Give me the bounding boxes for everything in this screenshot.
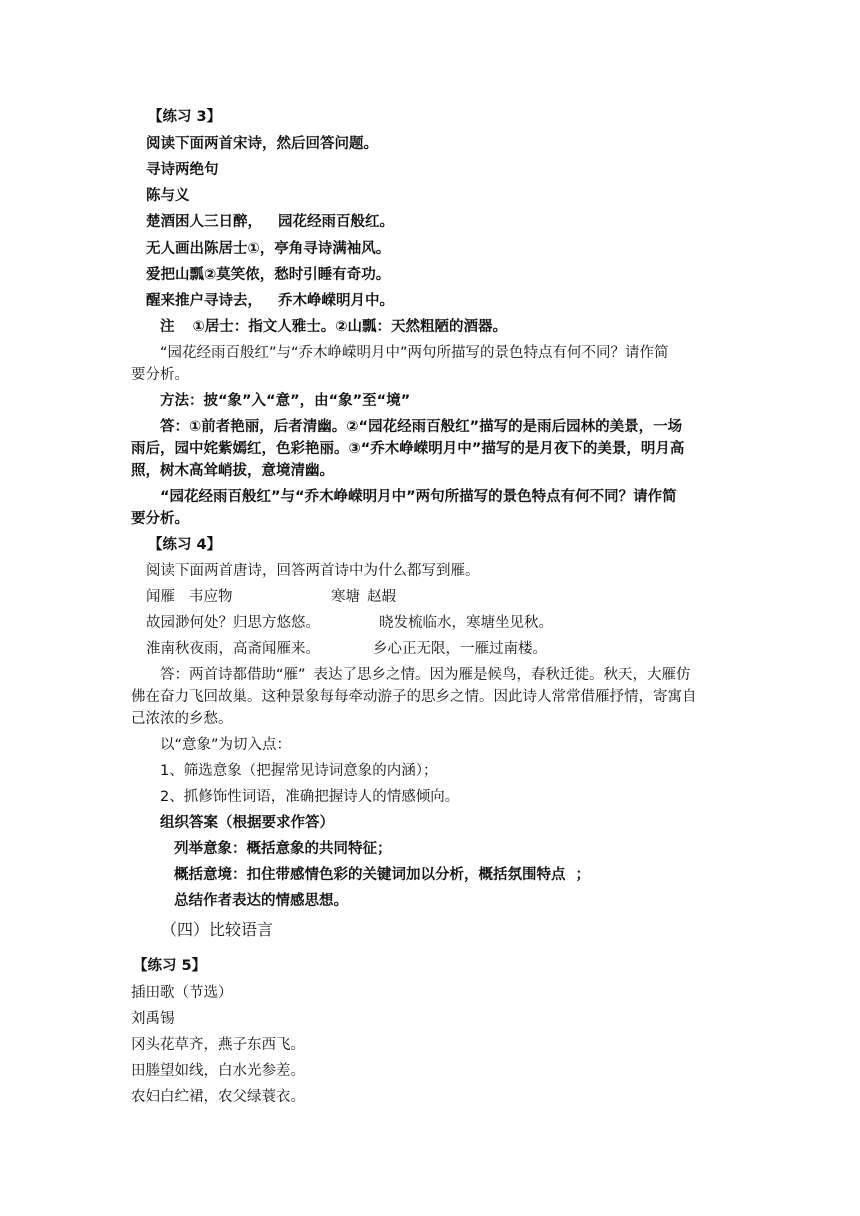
poem-line <box>146 291 394 311</box>
exercise-3-heading: 【练习 3】 <box>148 109 222 125</box>
poem-title: 闻雁 <box>146 589 175 605</box>
answer-text: 雨后，园中姹紫嫣红，色彩艳丽。③“乔木峥嵘明月中”描写的是月夜下的美景，明月高 <box>131 441 685 457</box>
poem-line: 爱把山瓢②莫笑侬，愁时引睡有奇功。 <box>146 267 391 283</box>
answer-part: 答：两首诗都借助“雁” <box>160 667 306 683</box>
answer-text <box>160 665 691 685</box>
answer-part: 表达了思乡之情。因为雁是候鸟，春秋迁徙。秋天，大雁仿 <box>313 667 691 683</box>
poem-line-part: 乔木峥嵘明月中。 <box>278 293 394 309</box>
answer-text: 己浓浓的乡愁。 <box>131 711 233 727</box>
section-heading: （四）比较语言 <box>161 920 274 939</box>
poem-title: 插田歌（节选） <box>131 985 233 1001</box>
question-text: “园花经雨百般红”与“乔木峥嵘明月中”两句所描写的景色特点有何不同？请作简 <box>160 345 669 361</box>
poem-note <box>160 317 507 337</box>
question-text: “园花经雨百般红”与“乔木峥嵘明月中”两句所描写的景色特点有何不同？请作简 <box>160 489 677 505</box>
method-step: 1、筛选意象（把握常见诗词意象的内涵）； <box>160 763 438 779</box>
poem-line: 无人画出陈居士①，亭角寻诗满袖风。 <box>146 241 391 257</box>
poem-author: 刘禹锡 <box>131 1011 175 1027</box>
poem-author: 赵嘏 <box>367 589 396 605</box>
exercise-3-instruction: 阅读下面两首宋诗，然后回答问题。 <box>146 136 378 152</box>
method-step: 列举意象：概括意象的共同特征； <box>174 841 392 857</box>
note-label: 注 <box>160 319 175 335</box>
poem-line-part: 醒来推户寻诗去， <box>146 293 262 309</box>
question-text: 要分析。 <box>131 367 189 383</box>
method-step-punct: ； <box>575 867 590 883</box>
answer-text: 答：①前者艳丽，后者清幽。②“园花经雨百般红”描写的是雨后园林的美景，一场 <box>160 419 683 435</box>
poem-author: 韦应物 <box>189 589 233 605</box>
method-step: 总结作者表达的情感思想。 <box>174 893 348 909</box>
poem-line: 晓发梳临水，寒塘坐见秋。 <box>379 615 553 631</box>
poem-title: 寒塘 <box>331 589 360 605</box>
poem-titles-row <box>331 587 396 607</box>
method-text: 方法：披“象”入“意”，由“象”至“境” <box>160 393 411 409</box>
poem-author: 陈与义 <box>146 188 190 204</box>
poem-titles-row <box>146 587 233 607</box>
answer-text: 佛在奋力飞回故巢。这种景象每每牵动游子的思乡之情。因此诗人常常借雁抒情，寄寓自 <box>131 689 697 705</box>
method-text: 以“意象”为切入点： <box>160 737 292 753</box>
method-step-text: 概括意境：扣住带感情色彩的关键词加以分析，概括氛围特点 <box>174 867 566 883</box>
poem-line: 乡心正无限，一雁过南楼。 <box>373 641 547 657</box>
question-text: 要分析。 <box>131 511 189 527</box>
exercise-4-heading: 【练习 4】 <box>148 537 222 553</box>
poem-line-part: 园花经雨百般红。 <box>278 214 394 230</box>
note-text: ①居士：指文人雅士。②山瓢：天然粗陋的酒器。 <box>192 319 508 335</box>
poem-title: 寻诗两绝句 <box>146 162 219 178</box>
answer-text: 照，树木高耸峭拔，意境清幽。 <box>131 463 334 479</box>
poem-line-part: 楚酒困人三日醉， <box>146 214 262 230</box>
exercise-5-heading: 【练习 5】 <box>133 958 207 974</box>
poem-line: 故园渺何处？归思方悠悠。 <box>146 615 320 631</box>
poem-line <box>146 212 394 232</box>
method-heading: 组织答案（根据要求作答） <box>160 815 334 831</box>
poem-line: 农妇白纻裙，农父绿蓑衣。 <box>131 1089 305 1105</box>
poem-line: 淮南秋夜雨，高斋闻雁来。 <box>146 641 320 657</box>
method-step <box>174 865 590 885</box>
poem-line: 冈头花草齐，燕子东西飞。 <box>131 1037 305 1053</box>
exercise-4-instruction: 阅读下面两首唐诗，回答两首诗中为什么都写到雁。 <box>146 563 480 579</box>
poem-line: 田塍望如线，白水光参差。 <box>131 1063 305 1079</box>
method-step: 2、抓修饰性词语，准确把握诗人的情感倾向。 <box>160 789 460 805</box>
